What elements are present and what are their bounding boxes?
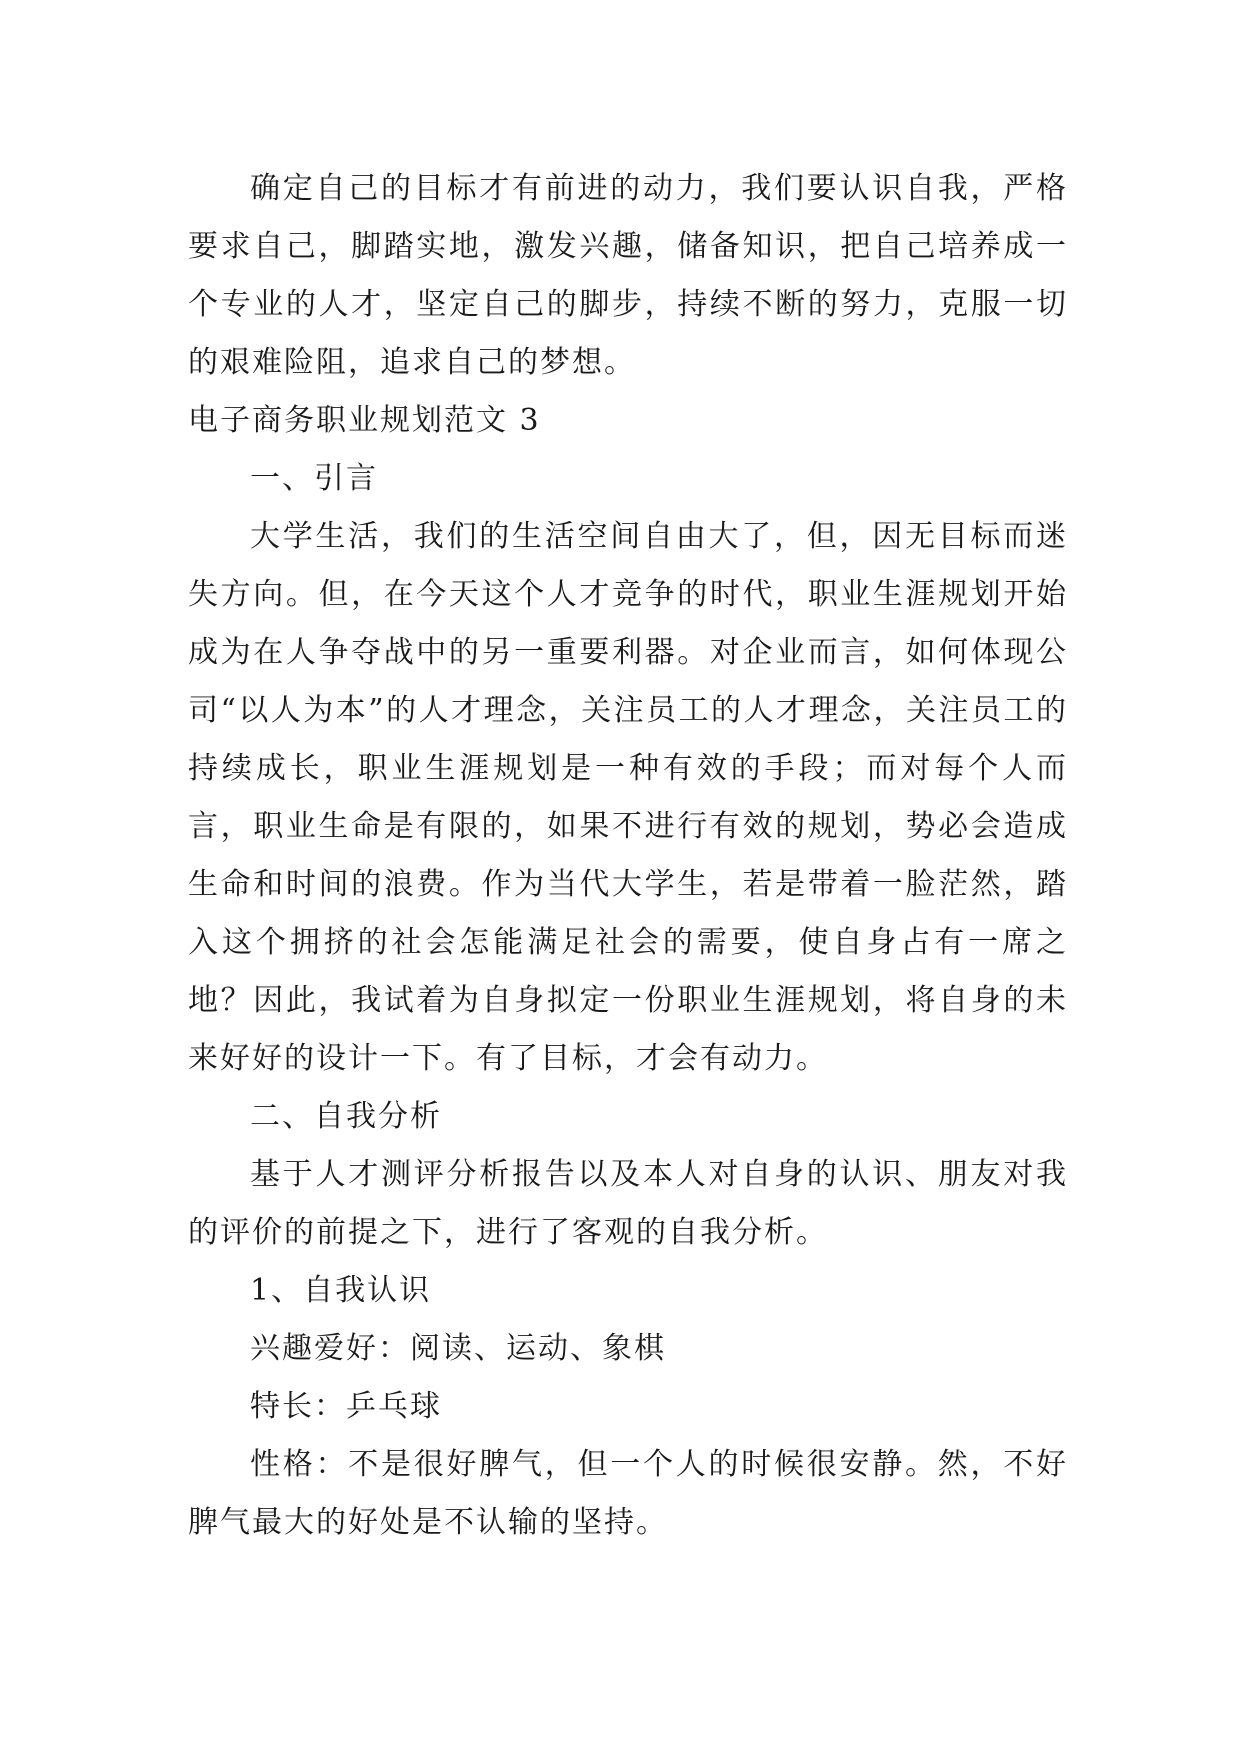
paragraph-introduction: 大学生活，我们的生活空间自由大了，但，因无目标而迷失方向。但，在今天这个人才竞争的时代，职业生涯规划开始成为在人争夺战中的另一重要利器。对企业而言，如何体现公司“以人为本”的人才理念，关注员工的人才理念，关注员工的持续成长，职业生涯规划是一种有效的手段；而对每个人而言，职业生命是有限的，如果不进行有效的规划，势必会造成生命和时间的浪费。作为当代大学生，若是带着一脸茫然，踏入这个拥挤的社会怎能满足社会的需要，使自身占有一席之地？因此，我试着为自身拟定一份职业生涯规划，将自身的未来好好的设计一下。有了目标，才会有动力。 <box>188 519 1068 1076</box>
document-body <box>188 160 1068 1552</box>
line-hobbies: 兴趣爱好：阅读、运动、象棋 <box>250 1331 666 1366</box>
line-specialty: 特长：乒乓球 <box>250 1389 442 1424</box>
section-title: 电子商务职业规划范文 3 <box>188 403 541 438</box>
subheading-self-awareness: 1、自我认识 <box>250 1273 432 1308</box>
paragraph-personality: 性格：不是很好脾气，但一个人的时候很安静。然，不好脾气最大的好处是不认输的坚持。 <box>188 1447 1068 1540</box>
subheading-introduction: 一、引言 <box>250 461 378 496</box>
subheading-self-analysis: 二、自我分析 <box>250 1099 442 1134</box>
paragraph-goal-motivation: 确定自己的目标才有前进的动力，我们要认识自我，严格要求自己，脚踏实地，激发兴趣，储备知识，把自己培养成一个专业的人才，坚定自己的脚步，持续不断的努力，克服一切的艰难险阻，追求自己的梦想。 <box>188 171 1068 380</box>
paragraph-self-analysis: 基于人才测评分析报告以及本人对自身的认识、朋友对我的评价的前提之下，进行了客观的自我分析。 <box>188 1157 1068 1250</box>
